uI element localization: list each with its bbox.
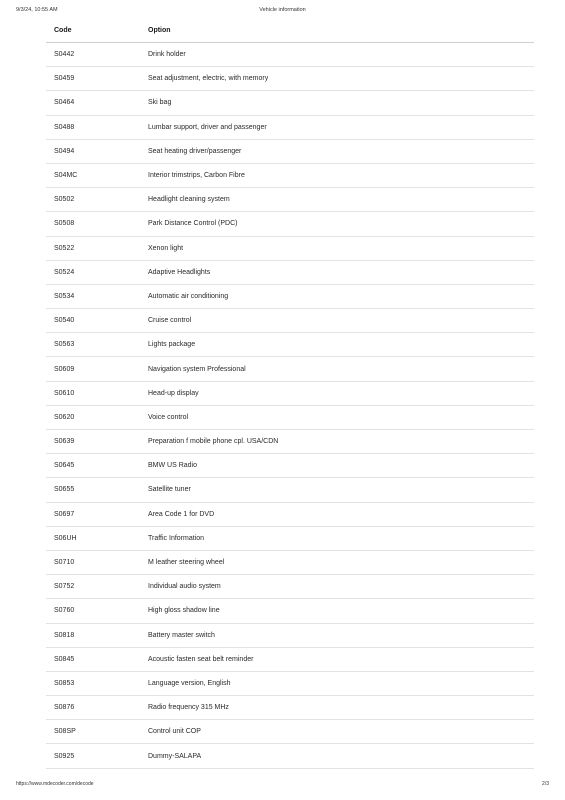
- option-description-cell: Language version, English: [140, 671, 534, 695]
- option-description-cell: Traffic Information: [140, 526, 534, 550]
- table-row: [46, 575, 534, 599]
- option-code-cell: S0752: [46, 575, 140, 599]
- option-code-cell: S0610: [46, 381, 140, 405]
- option-description-cell: Automatic air conditioning: [140, 284, 534, 308]
- option-code-cell: S0508: [46, 212, 140, 236]
- option-code-cell: S0639: [46, 430, 140, 454]
- option-code-cell: S0494: [46, 139, 140, 163]
- table-row: [46, 671, 534, 695]
- table-row: [46, 623, 534, 647]
- option-code-cell: S0609: [46, 357, 140, 381]
- option-description-cell: Park Distance Control (PDC): [140, 212, 534, 236]
- option-code-cell: S0645: [46, 454, 140, 478]
- option-description-cell: Adaptive Headlights: [140, 260, 534, 284]
- option-description-cell: Voice control: [140, 405, 534, 429]
- print-header: [0, 7, 565, 19]
- table-row: [46, 696, 534, 720]
- option-description-cell: Headlight cleaning system: [140, 188, 534, 212]
- option-description-cell: Seat adjustment, electric, with memory: [140, 67, 534, 91]
- option-description-cell: Battery master switch: [140, 623, 534, 647]
- table-row: [46, 381, 534, 405]
- option-code-cell: S0710: [46, 550, 140, 574]
- table-row: [46, 43, 534, 67]
- table-row: [46, 115, 534, 139]
- option-description-cell: Preparation f mobile phone cpl. USA/CDN: [140, 430, 534, 454]
- option-description-cell: Drink holder: [140, 43, 534, 67]
- table-row: [46, 502, 534, 526]
- table-row: [46, 309, 534, 333]
- option-code-cell: S0818: [46, 623, 140, 647]
- print-url: https://www.mdecoder.com/decode: [16, 781, 94, 787]
- table-body: [46, 43, 534, 769]
- table-row: [46, 550, 534, 574]
- column-header-code: Code: [46, 19, 140, 43]
- option-description-cell: Acoustic fasten seat belt reminder: [140, 647, 534, 671]
- option-description-cell: Head-up display: [140, 381, 534, 405]
- print-datetime: 9/3/24, 10:55 AM: [16, 7, 58, 13]
- option-code-cell: S0563: [46, 333, 140, 357]
- option-code-cell: S0655: [46, 478, 140, 502]
- table-row: [46, 284, 534, 308]
- option-code-cell: S0540: [46, 309, 140, 333]
- option-description-cell: Individual audio system: [140, 575, 534, 599]
- table-row: [46, 188, 534, 212]
- option-code-cell: S0925: [46, 744, 140, 768]
- option-code-cell: S0502: [46, 188, 140, 212]
- table-row: [46, 333, 534, 357]
- option-description-cell: Satellite tuner: [140, 478, 534, 502]
- option-code-cell: S0845: [46, 647, 140, 671]
- option-code-cell: S0697: [46, 502, 140, 526]
- table-header-row: [46, 19, 534, 43]
- table-row: [46, 430, 534, 454]
- table-row: [46, 478, 534, 502]
- option-description-cell: Control unit COP: [140, 720, 534, 744]
- table-row: [46, 405, 534, 429]
- option-code-cell: S0522: [46, 236, 140, 260]
- table-row: [46, 720, 534, 744]
- option-code-cell: S0534: [46, 284, 140, 308]
- option-code-cell: S04MC: [46, 163, 140, 187]
- option-description-cell: Seat heating driver/passenger: [140, 139, 534, 163]
- table-row: [46, 67, 534, 91]
- option-description-cell: Radio frequency 315 MHz: [140, 696, 534, 720]
- table-row: [46, 357, 534, 381]
- option-description-cell: Lumbar support, driver and passenger: [140, 115, 534, 139]
- option-description-cell: M leather steering wheel: [140, 550, 534, 574]
- option-description-cell: Cruise control: [140, 309, 534, 333]
- option-description-cell: Ski bag: [140, 91, 534, 115]
- option-description-cell: Dummy-SALAPA: [140, 744, 534, 768]
- table-row: [46, 526, 534, 550]
- table-row: [46, 139, 534, 163]
- print-page-number: 2/3: [542, 781, 549, 787]
- option-description-cell: Lights package: [140, 333, 534, 357]
- option-code-cell: S08SP: [46, 720, 140, 744]
- option-code-cell: S0442: [46, 43, 140, 67]
- option-code-cell: S0464: [46, 91, 140, 115]
- print-footer: [0, 781, 565, 791]
- option-description-cell: BMW US Radio: [140, 454, 534, 478]
- option-code-cell: S0853: [46, 671, 140, 695]
- table-row: [46, 163, 534, 187]
- option-code-cell: S06UH: [46, 526, 140, 550]
- vehicle-options-table: [46, 19, 534, 769]
- table-row: [46, 91, 534, 115]
- table-row: [46, 212, 534, 236]
- vehicle-options-table-container: [46, 19, 534, 769]
- table-row: [46, 260, 534, 284]
- option-code-cell: S0459: [46, 67, 140, 91]
- table-row: [46, 454, 534, 478]
- option-code-cell: S0488: [46, 115, 140, 139]
- option-code-cell: S0760: [46, 599, 140, 623]
- table-row: [46, 647, 534, 671]
- option-description-cell: Xenon light: [140, 236, 534, 260]
- option-code-cell: S0876: [46, 696, 140, 720]
- option-description-cell: Area Code 1 for DVD: [140, 502, 534, 526]
- option-description-cell: Interior trimstrips, Carbon Fibre: [140, 163, 534, 187]
- table-row: [46, 599, 534, 623]
- column-header-option: Option: [140, 19, 534, 43]
- option-description-cell: High gloss shadow line: [140, 599, 534, 623]
- print-page-title: Vehicle information: [259, 7, 306, 13]
- option-description-cell: Navigation system Professional: [140, 357, 534, 381]
- table-row: [46, 744, 534, 768]
- option-code-cell: S0524: [46, 260, 140, 284]
- option-code-cell: S0620: [46, 405, 140, 429]
- table-row: [46, 236, 534, 260]
